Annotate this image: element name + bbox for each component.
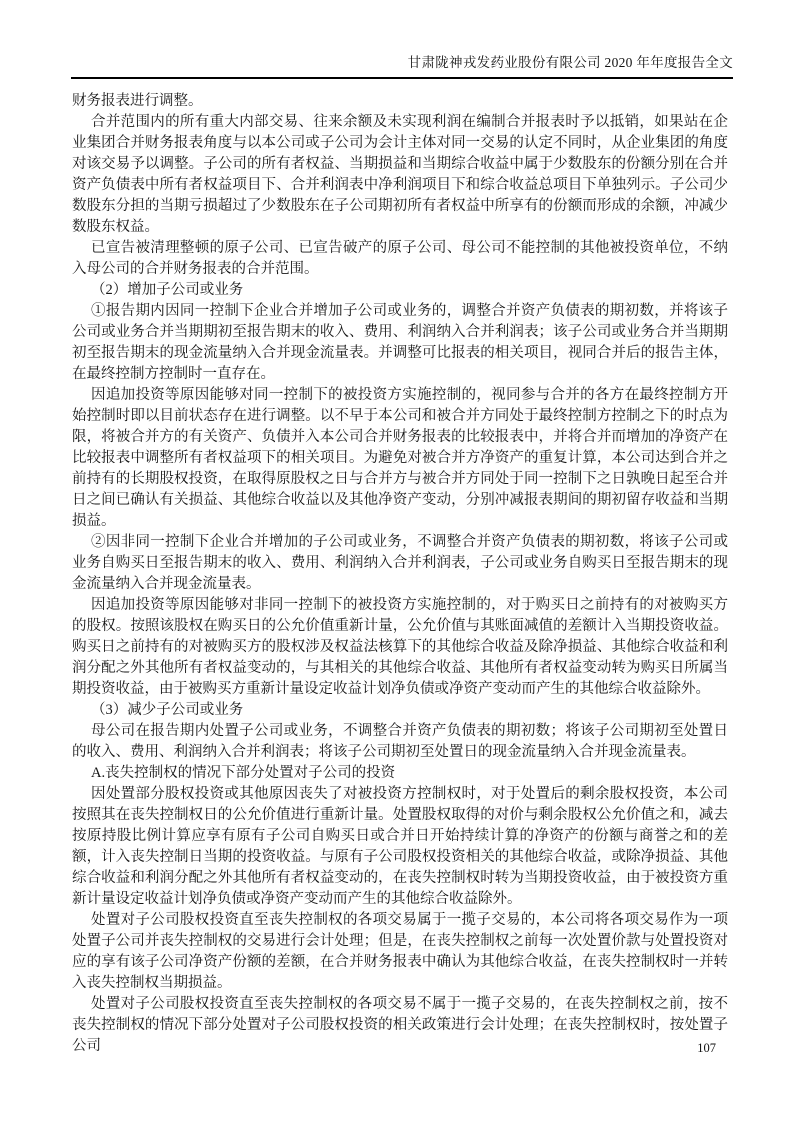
paragraph: ①报告期内因同一控制下企业合并增加子公司或业务的，调整合并资产负债表的期初数，并将该子公司或业务合并当期期初至报告期末的收入、费用、利润纳入合并利润表；该子公司或业务合并当期期初至报告期末的现金流量纳入合并现金流量表。并调整可比报表的相关项目，视同合并后的报告主体，在最终控制方控制时一直存在。 [72,303,728,382]
page-header-title: 甘肃陇神戎发药业股份有限公司 2020 年年度报告全文 [407,55,733,70]
paragraph: 合并范围内的所有重大内部交易、往来余额及未实现利润在编制合并报表时予以抵销，如果站在企业集团合并财务报表角度与以本公司或子公司为会计主体对同一交易的认定不同时，从企业集团的角度对该交易予以调整。子公司的所有者权益、当期损益和当期综合收益中属于少数股东的份额分别在合并资产负债表中所有者权益项目下、合并利润表中净利润项目下和综合收益总项目下单独列示。子公司少数股东分担的当期亏损超过了少数股东在子公司期初所有者权益中所享有的份额而形成的余额，冲减少数股东权益。 [72,114,728,235]
paragraph: ②因非同一控制下企业合并增加的子公司或业务，不调整合并资产负债表的期初数，将该子公司或业务自购买日至报告期末的收入、费用、利润纳入合并利润表，子公司或业务自购买日至报告期末的现金流量纳入合并现金流量表。 [72,534,728,592]
paragraph: 财务报表进行调整。 [72,93,203,109]
paragraph: 因追加投资等原因能够对同一控制下的被投资方实施控制的，视同参与合并的各方在最终控制方开始控制时即以目前状态存在进行调整。以不早于本公司和被合并方同处于最终控制方控制之下的时点为限，将被合并方的有关资产、负债并入本公司合并财务报表的比较报表中，并将合并而增加的净资产在比较报表中调整所有者权益项下的相关项目。为避免对被合并方净资产的重复计算，本公司达到合并之前持有的长期股权投资，在取得原股权之日与合并方与被合并方同处于同一控制下之日孰晚日起至合并日之间已确认有关损益、其他综合收益以及其他净资产变动，分别冲减报表期间的期初留存收益和当期损益。 [72,387,728,529]
paragraph: 处置对子公司股权投资直至丧失控制权的各项交易不属于一揽子交易的，在丧失控制权之前，按不丧失控制权的情况下部分处置对子公司股权投资的相关政策进行会计处理；在丧失控制权时，按处置子公司 [72,996,728,1054]
paragraph: 因追加投资等原因能够对非同一控制下的被投资方实施控制的，对于购买日之前持有的对被购买方的股权。按照该股权在购买日的公允价值重新计量，公允价值与其账面减值的差额计入当期投资收益。购买日之前持有的对被购买方的股权涉及权益法核算下的其他综合收益及除净损益、其他综合收益和利润分配之外其他所有者权益变动的，与其相关的其他综合收益、其他所有者权益变动转为购买日所属当期投资收益，由于被购买方重新计量设定收益计划净负债或净资产变动而产生的其他综合收益除外。 [72,597,728,697]
section-heading: （2）增加子公司或业务 [91,282,244,298]
header-divider [71,77,733,79]
page-number: 107 [697,1041,716,1055]
paragraph: 因处置部分股权投资或其他原因丧失了对被投资方控制权时，对于处置后的剩余股权投资，本公司按照其在丧失控制权日的公允价值进行重新计量。处置股权取得的对价与剩余股权公允价值之和，减去按原持股比例计算应享有原有子公司自购买日或合并日开始持续计算的净资产的份额与商誉之和的差额，计入丧失控制日当期的投资收益。与原有子公司股权投资相关的其他综合收益，或除净损益、其他综合收益和利润分配之外其他所有者权益变动的，在丧失控制权时转为当期投资收益，由于被投资方重新计量设定收益计划净负债或净资产变动而产生的其他综合收益除外。 [72,786,728,907]
subsection-heading: A.丧失控制权的情况下部分处置对子公司的投资 [91,765,396,781]
paragraph: 母公司在报告期内处置子公司或业务，不调整合并资产负债表的期初数；将该子公司期初至处置日的收入、费用、利润纳入合并利润表；将该子公司期初至处置日的现金流量纳入合并现金流量表。 [72,723,728,760]
paragraph: 处置对子公司股权投资直至丧失控制权的各项交易属于一揽子交易的，本公司将各项交易作为一项处置子公司并丧失控制权的交易进行会计处理；但是，在丧失控制权之前每一次处置价款与处置投资对应的享有该子公司净资产份额的差额，在合并财务报表中确认为其他综合收益，在丧失控制权时一并转入丧失控制权当期损益。 [72,912,728,991]
section-heading: （3）减少子公司或业务 [91,702,244,718]
paragraph: 已宣告被清理整顿的原子公司、已宣告破产的原子公司、母公司不能控制的其他被投资单位，不纳入母公司的合并财务报表的合并范围。 [72,240,728,277]
document-body [72,91,728,1057]
